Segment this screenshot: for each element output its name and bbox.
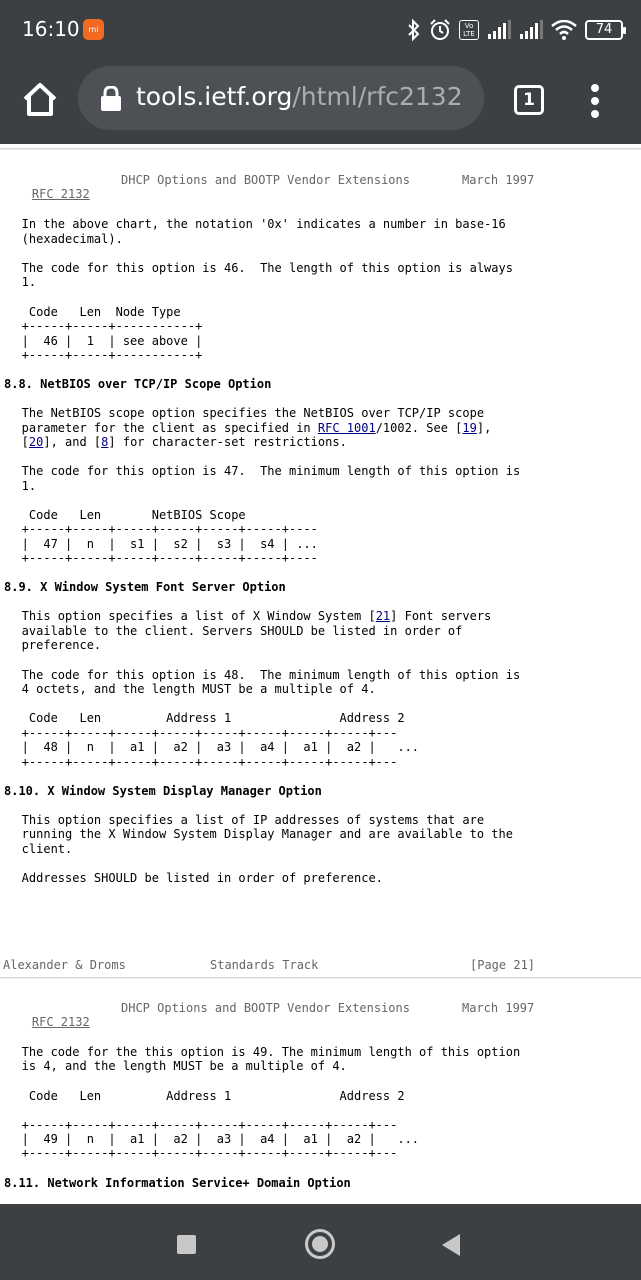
- menu-dot-icon: [591, 110, 599, 118]
- header-title-1: DHCP Options and BOOTP Vendor Extensions: [121, 173, 410, 187]
- footer-authors: Alexander & Droms: [3, 958, 126, 972]
- text-span: ],: [476, 421, 492, 435]
- table-border: +-----+-----+-----+-----+-----+-----+----: [0, 522, 318, 536]
- table-header: Code Len Address 1 Address 2: [0, 711, 405, 725]
- section-heading-8-11: 8.11. Network Information Service+ Domain Option: [4, 1176, 351, 1190]
- text-line: is 4, and the length MUST be a multiple of 4.: [0, 1059, 347, 1073]
- back-button[interactable]: [442, 1234, 460, 1256]
- text-line: (hexadecimal).: [0, 232, 123, 246]
- text-line: 1.: [0, 275, 37, 289]
- rfc-link[interactable]: RFC 2132: [31, 187, 90, 201]
- table-row: | 48 | n | a1 | a2 | a3 | a4 | a1 | a2 | ...: [0, 740, 420, 754]
- url-text: [136, 82, 463, 111]
- header-date-2: March 1997: [462, 1001, 535, 1015]
- text-line: The code for this option is 48. The minimum length of this option is: [0, 668, 521, 682]
- status-bar: [0, 0, 641, 60]
- table-border: +-----+-----+-----+-----+-----+-----+-----+-----+---: [0, 726, 398, 740]
- text-line: The code for this option is 47. The minimum length of this option is: [0, 464, 521, 478]
- menu-dot-icon: [591, 84, 599, 92]
- ref-21-link[interactable]: 21: [375, 609, 391, 623]
- url-path: /html/rfc2132: [292, 82, 463, 111]
- section-heading-8-8: 8.8. NetBIOS over TCP/IP Scope Option: [4, 377, 272, 391]
- table-border: +-----+-----+-----+-----+-----+-----+-----+-----+---: [0, 1146, 398, 1160]
- text-line: The NetBIOS scope option specifies the NetBIOS over TCP/IP scope: [0, 406, 485, 420]
- tab-switcher-button[interactable]: 1: [514, 85, 544, 115]
- home-icon: [20, 80, 60, 120]
- ref-19-link[interactable]: 19: [462, 421, 477, 435]
- text-span: [: [0, 435, 29, 449]
- volte-icon: Vo LTE: [459, 20, 479, 40]
- page-break: [0, 977, 641, 979]
- table-row: | 46 | 1 | see above |: [0, 334, 203, 348]
- table-header: Code Len Node Type: [0, 305, 181, 319]
- top-divider: [0, 148, 641, 150]
- table-header: Code Len Address 1 Address 2: [0, 1089, 405, 1103]
- page-header-2: [3, 1001, 90, 1043]
- text-line: running the X Window System Display Manager and are available to the: [0, 827, 513, 841]
- bluetooth-icon: [407, 19, 421, 41]
- text-span: ] for character-set restrictions.: [108, 435, 347, 449]
- menu-dot-icon: [591, 97, 599, 105]
- text-line: 4 octets, and the length MUST be a multiple of 4.: [0, 682, 376, 696]
- ref-20-link[interactable]: 20: [28, 435, 44, 449]
- table-border: +-----+-----+-----+-----+-----+-----+-----+-----+---: [0, 1118, 398, 1132]
- status-icons: [407, 15, 623, 45]
- more-menu-button[interactable]: [590, 84, 600, 118]
- page-content: [0, 144, 641, 1204]
- wifi-icon: [551, 20, 577, 40]
- footer-track: Standards Track: [210, 958, 319, 972]
- text-span: ] Font servers: [390, 609, 492, 623]
- recents-button[interactable]: [177, 1235, 196, 1254]
- header-date-1: March 1997: [462, 173, 535, 187]
- table-row: | 49 | n | a1 | a2 | a3 | a4 | a1 | a2 | ...: [0, 1132, 420, 1146]
- status-time: 16:10: [22, 17, 80, 41]
- text-span: parameter for the client as specified in: [0, 421, 318, 435]
- browser-toolbar: [0, 60, 641, 144]
- table-border: +-----+-----+-----+-----+-----+-----+----: [0, 551, 318, 565]
- section-heading-8-9: 8.9. X Window System Font Server Option: [4, 580, 286, 594]
- battery-icon: 74: [585, 20, 623, 40]
- lock-icon: [100, 86, 122, 112]
- ref-8-link[interactable]: 8: [101, 435, 109, 449]
- text-line: [0, 435, 347, 449]
- system-nav-bar: [0, 1204, 641, 1280]
- footer-page: [Page 21]: [470, 958, 536, 972]
- text-line: 1.: [0, 479, 37, 493]
- table-border: +-----+-----+-----------+: [0, 319, 203, 333]
- table-row: | 47 | n | s1 | s2 | s3 | s4 | ...: [0, 537, 318, 551]
- rfc1001-link[interactable]: RFC 1001: [317, 421, 376, 435]
- table-border: +-----+-----+-----+-----+-----+-----+-----+-----+---: [0, 755, 398, 769]
- page-header-1: [3, 173, 90, 215]
- header-title-2: DHCP Options and BOOTP Vendor Extensions: [121, 1001, 410, 1015]
- signal-icon-2: [519, 20, 543, 40]
- home-button[interactable]: [20, 80, 60, 120]
- mi-notification-icon: mi: [83, 19, 104, 40]
- rfc-link[interactable]: RFC 2132: [31, 1015, 90, 1029]
- url-domain: tools.ietf.org: [136, 82, 293, 111]
- text-line: available to the client. Servers SHOULD be listed in order of: [0, 624, 463, 638]
- text-span: /1002. See [: [375, 421, 463, 435]
- table-header: Code Len NetBIOS Scope: [0, 508, 246, 522]
- text-line: The code for the this option is 49. The minimum length of this option: [0, 1045, 521, 1059]
- text-line: Addresses SHOULD be listed in order of preference.: [0, 871, 383, 885]
- text-line: preference.: [0, 638, 102, 652]
- text-line: [0, 609, 491, 623]
- alarm-icon: [429, 19, 451, 41]
- text-span: This option specifies a list of X Window System [: [0, 609, 376, 623]
- home-nav-button[interactable]: [305, 1229, 335, 1259]
- text-line: In the above chart, the notation '0x' indicates a number in base-16: [0, 217, 506, 231]
- text-span: ], and [: [43, 435, 102, 449]
- text-line: [0, 421, 491, 435]
- text-line: The code for this option is 46. The length of this option is always: [0, 261, 513, 275]
- url-bar[interactable]: [78, 66, 484, 130]
- table-border: +-----+-----+-----------+: [0, 348, 203, 362]
- section-heading-8-10: 8.10. X Window System Display Manager Option: [4, 784, 322, 798]
- signal-icon-1: [487, 20, 511, 40]
- text-line: This option specifies a list of IP addresses of systems that are: [0, 813, 485, 827]
- text-line: client.: [0, 842, 73, 856]
